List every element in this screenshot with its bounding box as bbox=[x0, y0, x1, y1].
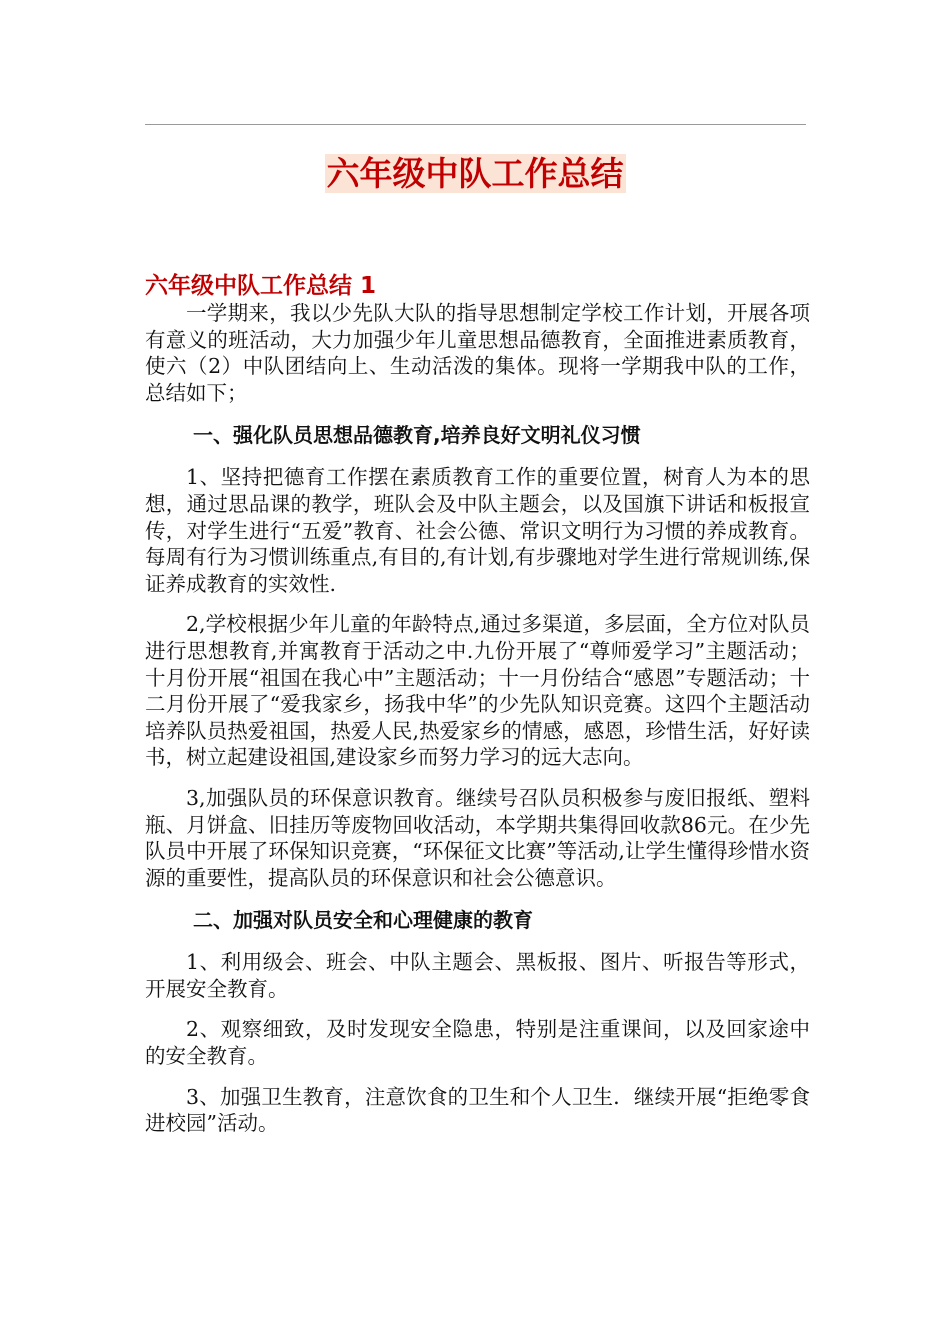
paragraph-safety-3: 3、加强卫生教育，注意饮食的卫生和个人卫生．继续开展“拒绝零食进校园”活动。 bbox=[145, 1084, 810, 1136]
document-title-text: 六年级中队工作总结 bbox=[326, 154, 624, 193]
subheading-safety-health: 二、加强对队员安全和心理健康的教育 bbox=[193, 908, 533, 933]
paragraph-moral-1: 1、坚持把德育工作摆在素质教育工作的重要位置，树育人为本的思想，通过思品课的教学，班队会及中队主题会，以及国旗下讲话和板报宣传，对学生进行“五爱”教育、社会公德、常识文明行为习惯的养成教育。每周有行为习惯训练重点,有目的,有计划,有步骤地对学生进行常规训练,保证养成教育的实效性. bbox=[145, 465, 810, 596]
document-title bbox=[0, 150, 950, 198]
header-rule bbox=[145, 124, 806, 125]
paragraph-moral-2: 2,学校根据少年儿童的年龄特点,通过多渠道，多层面，全方位对队员进行思想教育,并寓教育于活动之中.九份开展了“尊师爱学习”主题活动；十月份开展“祖国在我心中”主题活动；十一月份结合“感恩”专题活动；十二月份开展了“爱我家乡，扬我中华”的少先队知识竞赛。这四个主题活动培养队员热爱祖国，热爱人民,热爱家乡的情感，感恩，珍惜生活，好好读书，树立起建设祖国,建设家乡而努力学习的远大志向。 bbox=[145, 612, 810, 770]
document-body bbox=[145, 300, 810, 1151]
paragraph-moral-3: 3,加强队员的环保意识教育。继续号召队员积极参与废旧报纸、塑料瓶、月饼盒、旧挂历等废物回收活动，本学期共集得回收款86元。在少先队员中开展了环保知识竞赛，“环保征文比赛”等活动,让学生懂得珍惜水资源的重要性，提高队员的环保意识和社会公德意识。 bbox=[145, 785, 810, 890]
paragraph-safety-1: 1、利用级会、班会、中队主题会、黑板报、图片、听报告等形式，开展安全教育。 bbox=[145, 950, 810, 1001]
intro-paragraph: 一学期来，我以少先队大队的指导思想制定学校工作计划，开展各项有意义的班活动，大力加强少年儿童思想品德教育，全面推进素质教育，使六（2）中队团结向上、生动活泼的集体。现将一学期我中队的工作，总结如下； bbox=[145, 301, 810, 405]
subheading-moral-education: 一、强化队员思想品德教育,培养良好文明礼仪习惯 bbox=[193, 423, 641, 448]
paragraph-safety-2: 2、观察细致，及时发现安全隐患，特别是注重课间，以及回家途中的安全教育。 bbox=[145, 1017, 810, 1069]
section-title: 六年级中队工作总结 1 bbox=[145, 273, 377, 299]
